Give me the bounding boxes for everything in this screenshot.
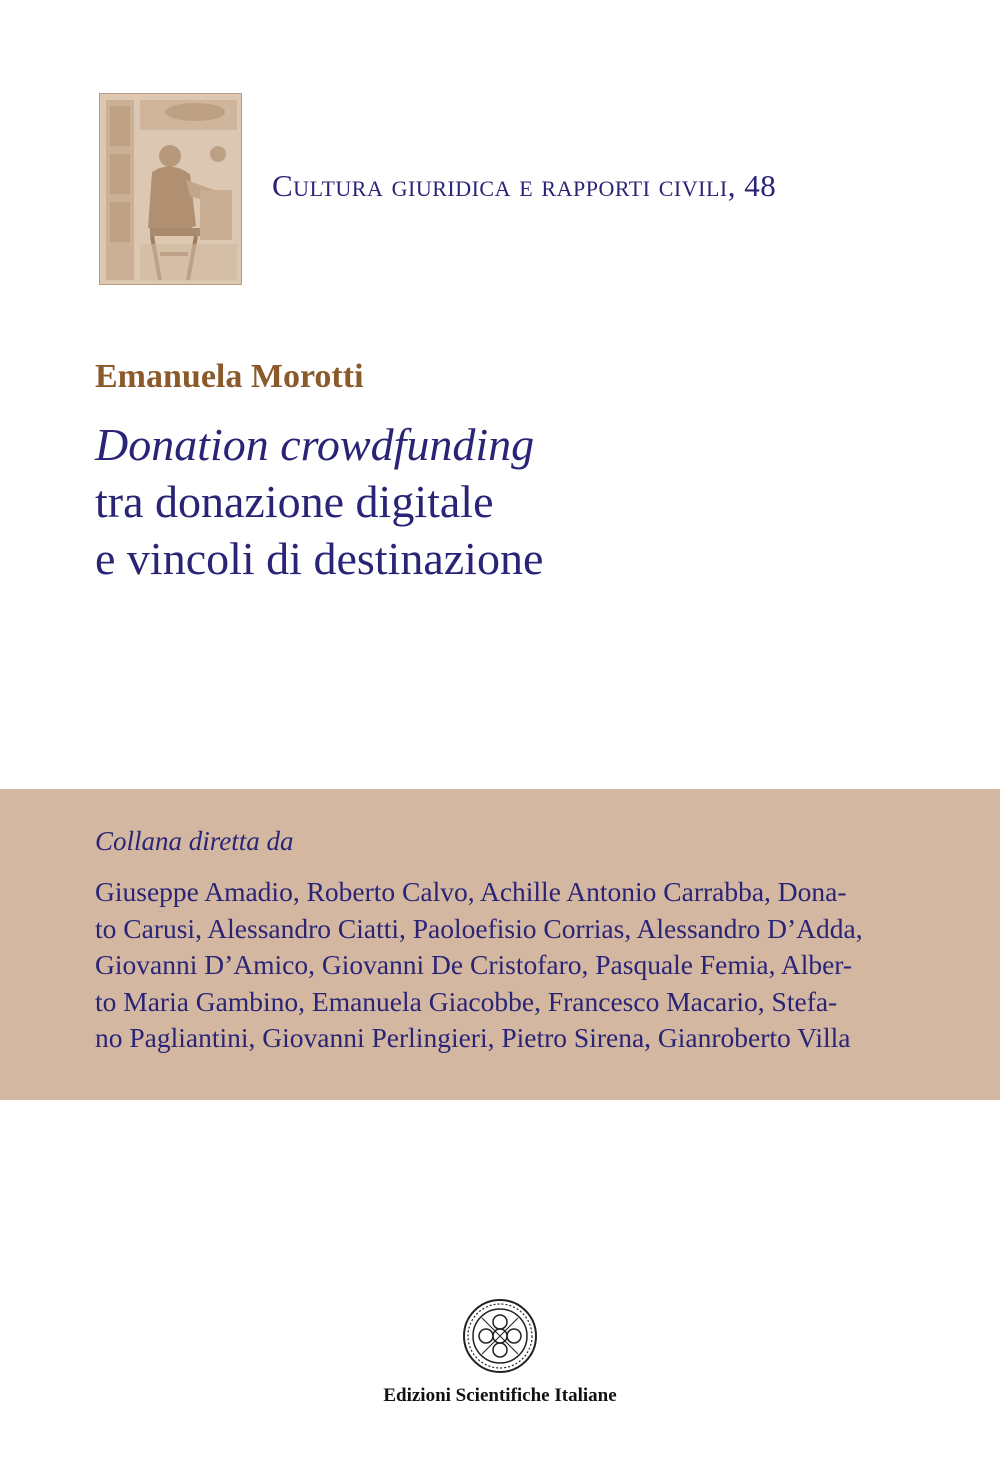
- editor-line: Giovanni D’Amico, Giovanni De Cristofaro, Pasquale Femia, Alber-: [95, 949, 853, 980]
- editorial-board-list: [95, 874, 915, 1057]
- publisher-logo-icon: [462, 1298, 538, 1374]
- cover-illustration: [99, 93, 242, 285]
- book-title-line-3: e vincoli di destinazione: [95, 533, 544, 584]
- publisher-name: Edizioni Scientifiche Italiane: [383, 1385, 617, 1406]
- author-name: Emanuela Morotti: [95, 358, 364, 395]
- editor-line: Giuseppe Amadio, Roberto Calvo, Achille Antonio Carrabba, Dona-: [95, 876, 847, 907]
- book-title-line-1: Donation crowdfunding: [95, 419, 535, 470]
- book-title: [95, 416, 955, 587]
- editor-line: to Maria Gambino, Emanuela Giacobbe, Francesco Macario, Stefa-: [95, 985, 838, 1017]
- book-title-line-2: tra donazione digitale: [95, 476, 494, 527]
- editor-line: to Carusi, Alessandro Ciatti, Paoloefisio Corrias, Alessandro D’Adda,: [95, 912, 863, 944]
- editor-line: no Pagliantini, Giovanni Perlingieri, Pietro Sirena, Gianroberto Villa: [95, 1022, 851, 1053]
- editorial-board-label: Collana diretta da: [95, 826, 294, 856]
- series-title: Cultura giuridica e rapporti civili, 48: [272, 168, 777, 203]
